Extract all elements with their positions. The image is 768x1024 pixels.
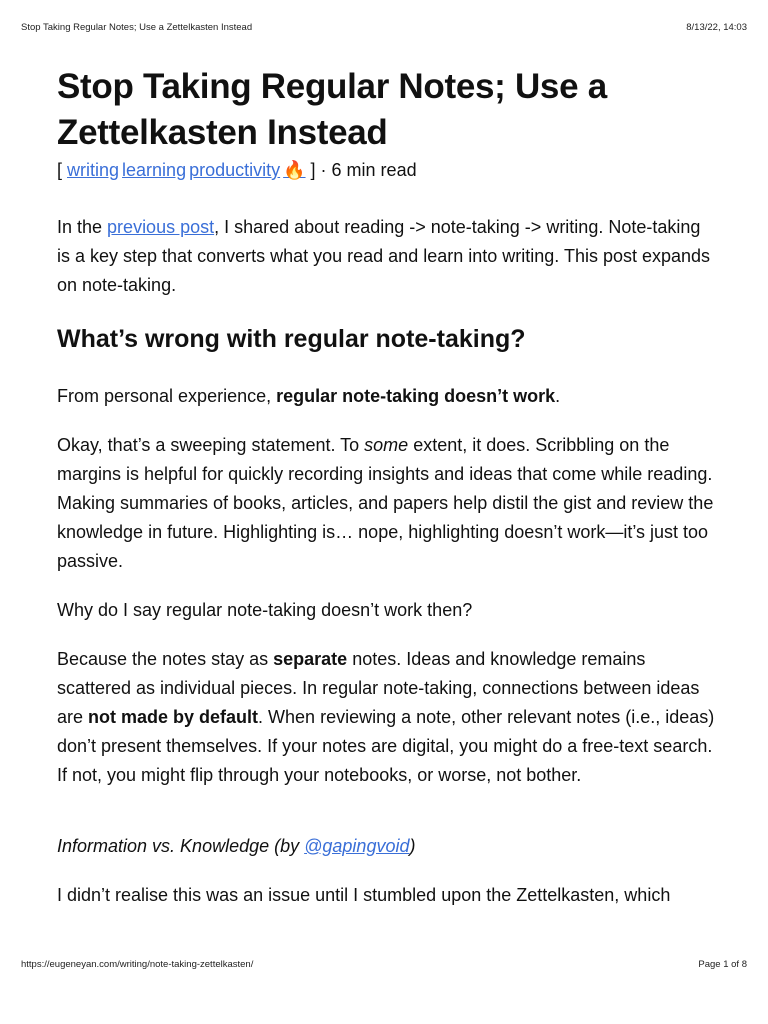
fire-icon[interactable]: 🔥 bbox=[283, 160, 306, 180]
sweeping-text-start: Okay, that’s a sweeping statement. To bbox=[57, 435, 365, 455]
image-caption bbox=[57, 832, 717, 861]
print-header-datetime: 8/13/22, 14:03 bbox=[686, 22, 747, 33]
print-header bbox=[21, 22, 747, 33]
print-footer-url: https://eugeneyan.com/writing/note-taking-zettelkasten/ bbox=[21, 959, 254, 970]
intro-text-start: In the bbox=[57, 217, 108, 237]
paragraph-question: Why do I say regular note-taking doesn’t work then? bbox=[57, 600, 473, 620]
experience-bold: regular note-taking doesn’t work bbox=[276, 386, 556, 406]
tag-link-writing[interactable]: writing bbox=[67, 160, 120, 180]
tag-link-learning[interactable]: learning bbox=[122, 160, 187, 180]
previous-post-link[interactable]: previous post bbox=[107, 217, 215, 237]
print-header-title: Stop Taking Regular Notes; Use a Zettelkasten Instead bbox=[21, 22, 253, 33]
caption-text-end: ) bbox=[409, 836, 416, 856]
paragraph-separate bbox=[57, 645, 717, 790]
print-footer bbox=[21, 959, 747, 970]
sweeping-text-end: extent, it does. Scribbling on the margins is helpful for quickly recording insights and ideas that come while reading. Making summaries of books, articles, and papers help distil the gist and review the knowledge in future. Highlighting is… nope, highlighting doesn’t work—it’s just too passive. bbox=[57, 435, 714, 571]
experience-text-end: . bbox=[555, 386, 561, 406]
meta-open-bracket: [ bbox=[57, 160, 68, 180]
separate-text-end: . When reviewing a note, other relevant notes (i.e., ideas) don’t present themselves. If your notes are digital, you might do a free-text search. If not, you might flip through your notebooks, or worse, not bother. bbox=[57, 707, 715, 785]
print-footer-page-number: Page 1 of 8 bbox=[698, 959, 747, 970]
article-meta bbox=[57, 157, 717, 183]
not-made-by-default-bold: not made by default bbox=[88, 707, 259, 727]
paragraph-realise: I didn’t realise this was an issue until I stumbled upon the Zettelkasten, which bbox=[57, 885, 671, 905]
paragraph-sweeping bbox=[57, 431, 717, 576]
gapingvoid-link[interactable]: @gapingvoid bbox=[304, 836, 410, 856]
separate-bold: separate bbox=[273, 649, 348, 669]
experience-text-start: From personal experience, bbox=[57, 386, 277, 406]
section-heading: What’s wrong with regular note-taking? bbox=[57, 325, 526, 353]
article bbox=[57, 64, 717, 910]
separate-text-start: Because the notes stay as bbox=[57, 649, 274, 669]
paragraph-experience bbox=[57, 382, 717, 411]
intro-paragraph bbox=[57, 213, 717, 300]
intro-text-end: , I shared about reading -> note-taking -> writing. Note-taking is a key step that converts what you read and learn into writing. This post expands on note-taking. bbox=[57, 217, 711, 295]
meta-read-time: ] · 6 min read bbox=[305, 160, 417, 180]
separate-text-middle: notes. Ideas and knowledge remains scattered as individual pieces. In regular note-taking, connections between ideas are bbox=[57, 649, 700, 727]
caption-text-start: Information vs. Knowledge (by bbox=[57, 836, 305, 856]
tag-link-productivity[interactable]: productivity bbox=[189, 160, 281, 180]
article-title: Stop Taking Regular Notes; Use a Zettelkasten Instead bbox=[57, 67, 607, 152]
sweeping-emphasis: some bbox=[364, 435, 409, 455]
